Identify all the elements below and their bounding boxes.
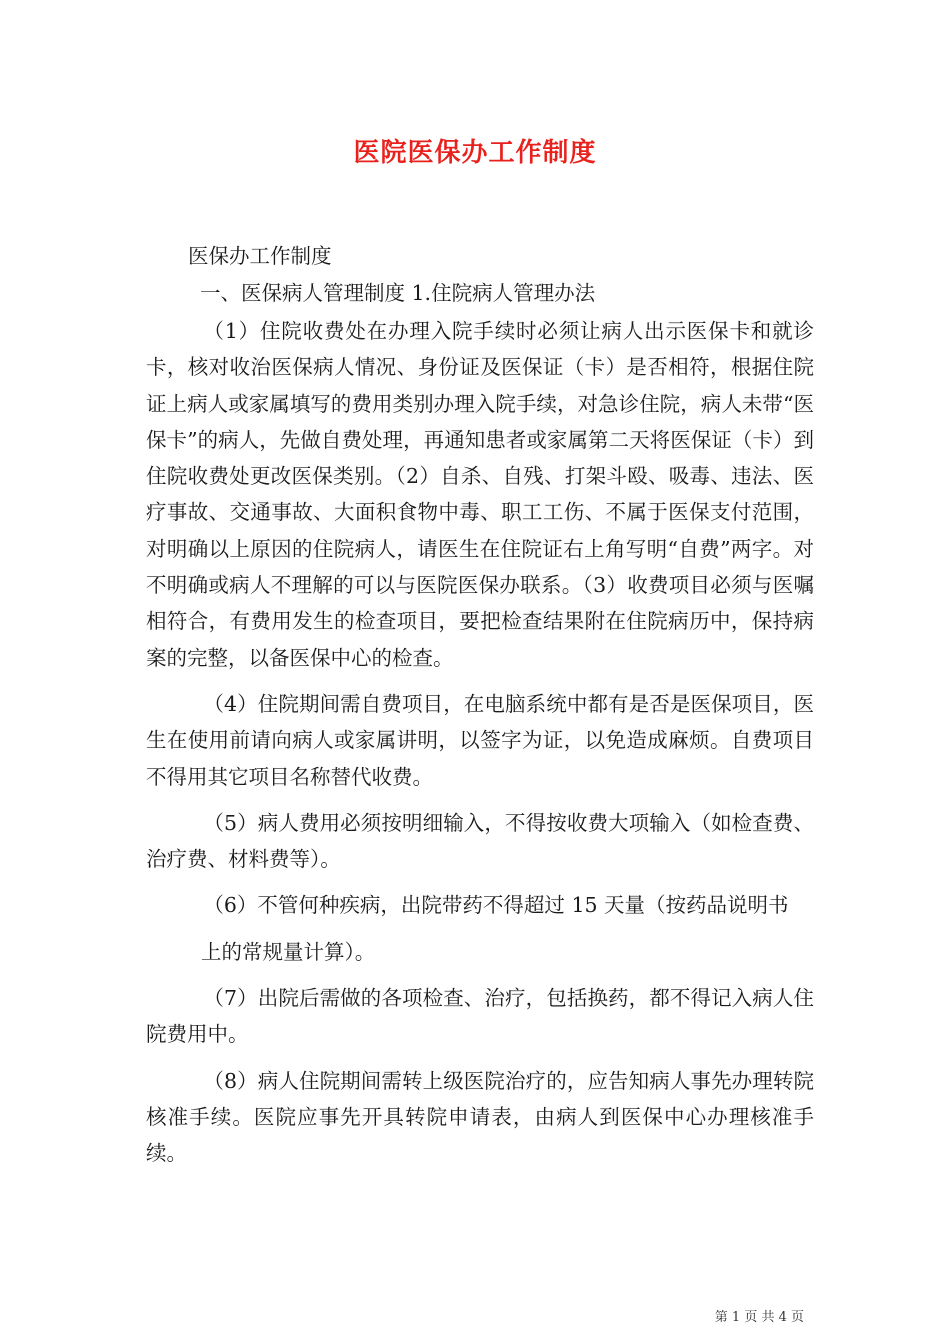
paragraph-5: （5）病人费用必须按明细输入，不得按收费大项输入（如检查费、治疗费、材料费等）。 [146, 810, 814, 872]
section-heading: 一、医保病人管理制度 1.住院病人管理办法 [200, 281, 596, 305]
paragraph-1-3: （1）住院收费处在办理入院手续时必须让病人出示医保卡和就诊卡，核对收治医保病人情况、身份证及医保证（卡）是否相符，根据住院证上病人或家属填写的费用类别办理入院手续，对急诊住院，病人未带“医保卡”的病人，先做自费处理，再通知患者或家属第二天将医保证（卡）到住院收费处更改医保类别。（2）自杀、自残、打架斗殴、吸毒、违法、医疗事故、交通事故、大面积食物中毒、职工工伤、不属于医保支付范围，对明确以上原因的住院病人，请医生在住院证右上角写明“自费”两字。对不明确或病人不理解的可以与医院医保办联系。（3）收费项目必须与医嘱相符合，有费用发生的检查项目，要把检查结果附在住院病历中，保持病案的完整，以备医保中心的检查。 [146, 319, 814, 670]
paragraph-6-continuation: 上的常规量计算）。 [201, 939, 376, 964]
document-title: 医院医保办工作制度 [353, 138, 597, 168]
paragraph-7: （7）出院后需做的各项检查、治疗，包括换药，都不得记入病人住院费用中。 [146, 986, 814, 1047]
page-number: 第 1 页 共 4 页 [714, 1310, 804, 1325]
document-body [146, 313, 814, 1172]
paragraph-6: （6）不管何种疾病，出院带药不得超过 15 天量（按药品说明书 [203, 893, 789, 918]
subtitle: 医保办工作制度 [188, 244, 332, 268]
paragraph-4: （4）住院期间需自费项目，在电脑系统中都有是否是医保项目，医生在使用前请向病人或家属讲明，以签字为证，以免造成麻烦。自费项目不得用其它项目名称替代收费。 [146, 691, 814, 789]
paragraph-8: （8）病人住院期间需转上级医院治疗的，应告知病人事先办理转院核准手续。医院应事先开具转院申请表，由病人到医保中心办理核准手续。 [146, 1068, 814, 1166]
